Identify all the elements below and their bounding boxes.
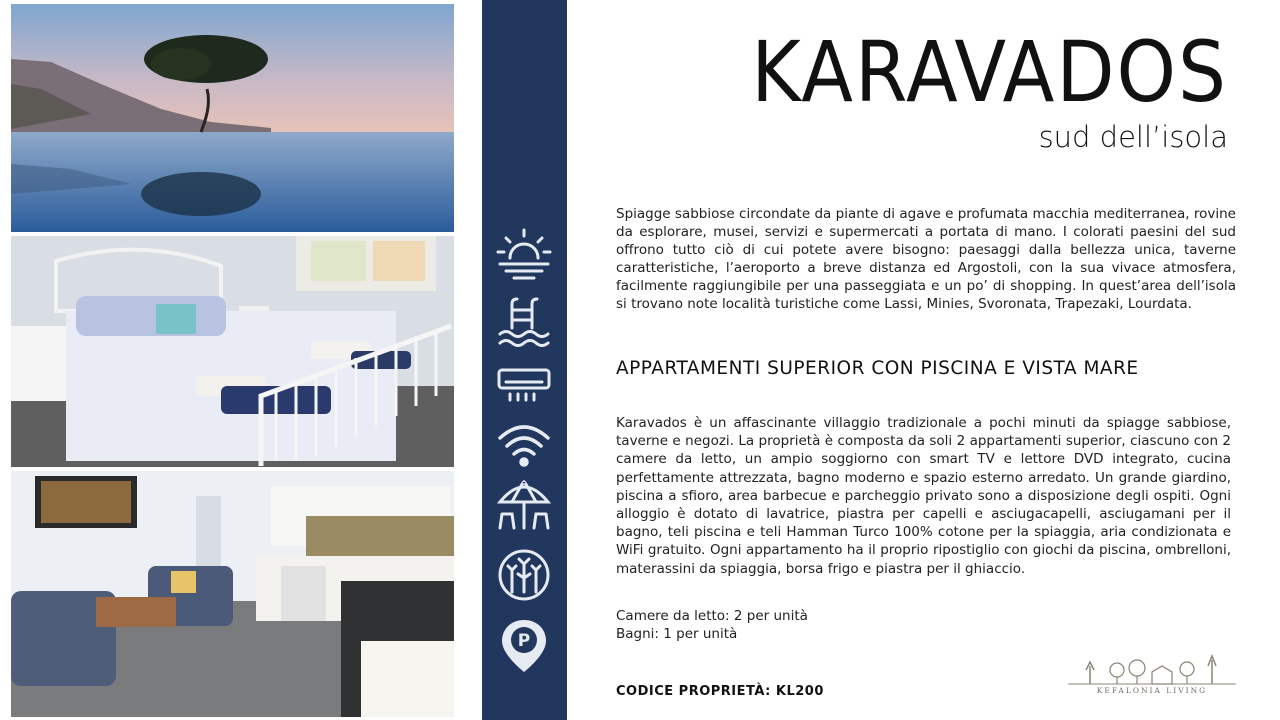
garden-icon [494,548,554,602]
svg-text:P: P [517,631,531,651]
property-description: Karavados è un affascinante villaggio tradizionale a pochi minuti da spiagge sabbiose, taverne e negozi. La proprietà è composta da soli 2 appartamenti superior, ciascuno con 2 camere da letto, un ampio soggiorno con smart TV e lettore DVD integrato, cucina perfettamente attrezzata, bagno moderno e spazio esterno arredato. Un grande giardino, piscina a sfioro, area barbecue e parcheggio privato sono a disposizione degli ospiti. Ogni alloggio è dotato di lavatrice, piastra per capelli e asciugacapelli, asciugamani per il bagno, teli piscina e teli Hamman Turco 100% cotone per la spiaggia, aria condizionata e WiFi gratuito. Ogni appartamento ha il proprio ripostiglio con giochi da piscina, ombrelloni, materassini da spiaggia, borsa frigo e piastra per il ghiaccio. [616,415,1231,577]
amenities-sidebar [482,0,567,720]
sunset-icon [494,226,554,280]
property-facts [616,607,808,643]
bedroom-photo [11,236,454,467]
section-heading: APPARTAMENTI SUPERIOR CON PISCINA E VISTA MARE [616,358,1139,379]
page-title: KARAVADOS [751,23,1228,121]
property-code: CODICE PROPRIETÀ: KL200 [616,684,824,699]
pool-view-photo [11,4,454,232]
beach-umbrella-icon [494,478,554,532]
pool-icon [494,296,554,350]
page-subtitle: sud dell’isola [1038,120,1228,154]
bedrooms-fact: Camere da letto: 2 per unità [616,608,808,624]
living-kitchen-photo [11,471,454,717]
air-conditioner-icon [494,358,554,412]
logo-text: KEFALONIA LIVING [1096,686,1208,695]
parking-icon [494,618,554,672]
bathrooms-fact: Bagni: 1 per unità [616,626,738,642]
wifi-icon [494,418,554,472]
intro-paragraph: Spiagge sabbiose circondate da piante di agave e profumata macchia mediterranea, rovine da esplorare, musei, servizi e supermercati a portata di mano. I colorati paesini del sud offrono tutto ciò di cui potete avere bisogno: paesaggi dalla bellezza unica, taverne caratteristiche, l’aeroporto a breve distanza ed Argostoli, con la sua vivace atmosfera, facilmente raggiungibile per una passeggiata e un po’ di shopping. In quest’area dell’isola si trovano note località turistiche come Lassi, Minies, Svoronata, Trapezaki, Lourdata. [616,206,1236,312]
